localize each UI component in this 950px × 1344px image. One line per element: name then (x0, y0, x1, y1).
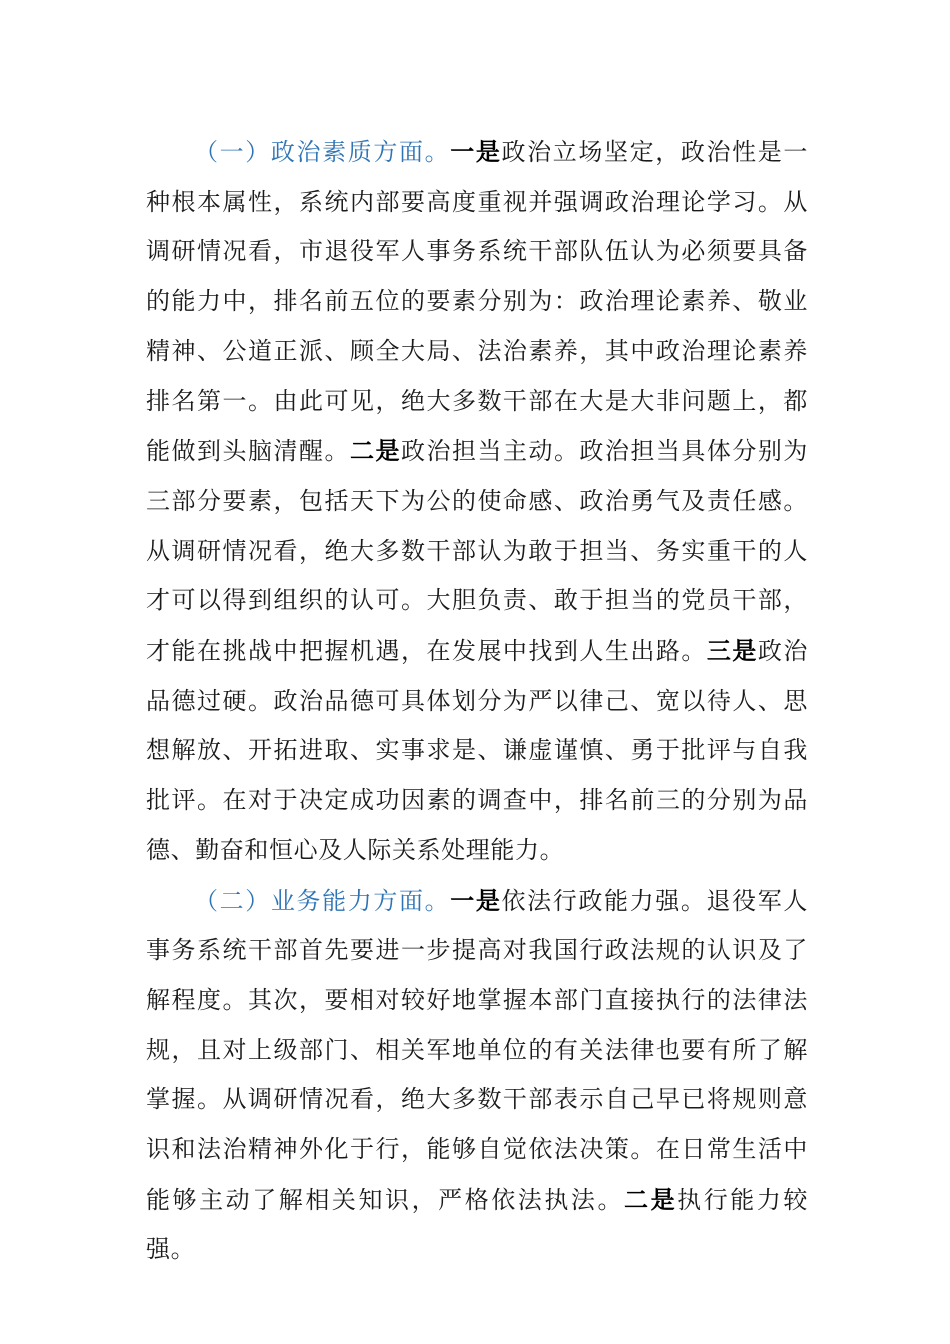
point-marker: 一是 (450, 885, 502, 915)
section-heading: （一）政治素质方面。 (194, 138, 451, 166)
point-text: 政治立场坚定，政治性是一种根本属性，系统内部要高度重视并强调政治理论学习。从调研情况看，市退役军人事务系统干部队伍认为必须要具备的能力中，排名前五位的要素分别为：政治理论素养、敬业精神、公道正派、顾全大局、法治素养，其中政治理论素养排名第一。由此可见，绝大多数干部在大是大非问题上，都能做到头脑清醒。 (146, 138, 809, 466)
document-body (146, 127, 808, 1275)
point-marker: 三是 (706, 636, 758, 666)
section-paragraph-political-quality (146, 127, 808, 876)
point-text: 政治担当主动。政治担当具体分别为三部分要素，包括天下为公的使命感、政治勇气及责任感。从调研情况看，绝大多数干部认为敢于担当、务实重干的人才可以得到组织的认可。大胆负责、敢于担当的党员干部，才能在挑战中把握机遇，在发展中找到人生出路。 (146, 437, 808, 666)
point-text: 政治品德过硬。政治品德可具体划分为严以律己、宽以待人、思想解放、开拓进取、实事求是、谦虚谨慎、勇于批评与自我批评。在对于决定成功因素的调查中，排名前三的分别为品德、勤奋和恒心及人际关系处理能力。 (146, 637, 809, 864)
point-marker: 二是 (349, 436, 401, 466)
point-text: 依法行政能力强。退役军人事务系统干部首先要进一步提高对我国行政法规的认识及了解程度。其次，要相对较好地掌握本部门直接执行的法律法规，且对上级部门、相关军地单位的有关法律也要有所了解掌握。从调研情况看，绝大多数干部表示自己早已将规则意识和法治精神外化于行，能够自觉依法决策。在日常生活中能够主动了解相关知识，严格依法执法。 (146, 886, 809, 1214)
section-paragraph-business-ability (146, 876, 808, 1276)
point-marker: 二是 (624, 1184, 678, 1214)
point-text: 执行能力较强。 (146, 1185, 809, 1264)
section-heading: （二）业务能力方面。 (194, 886, 451, 915)
point-marker: 一是 (450, 137, 502, 166)
